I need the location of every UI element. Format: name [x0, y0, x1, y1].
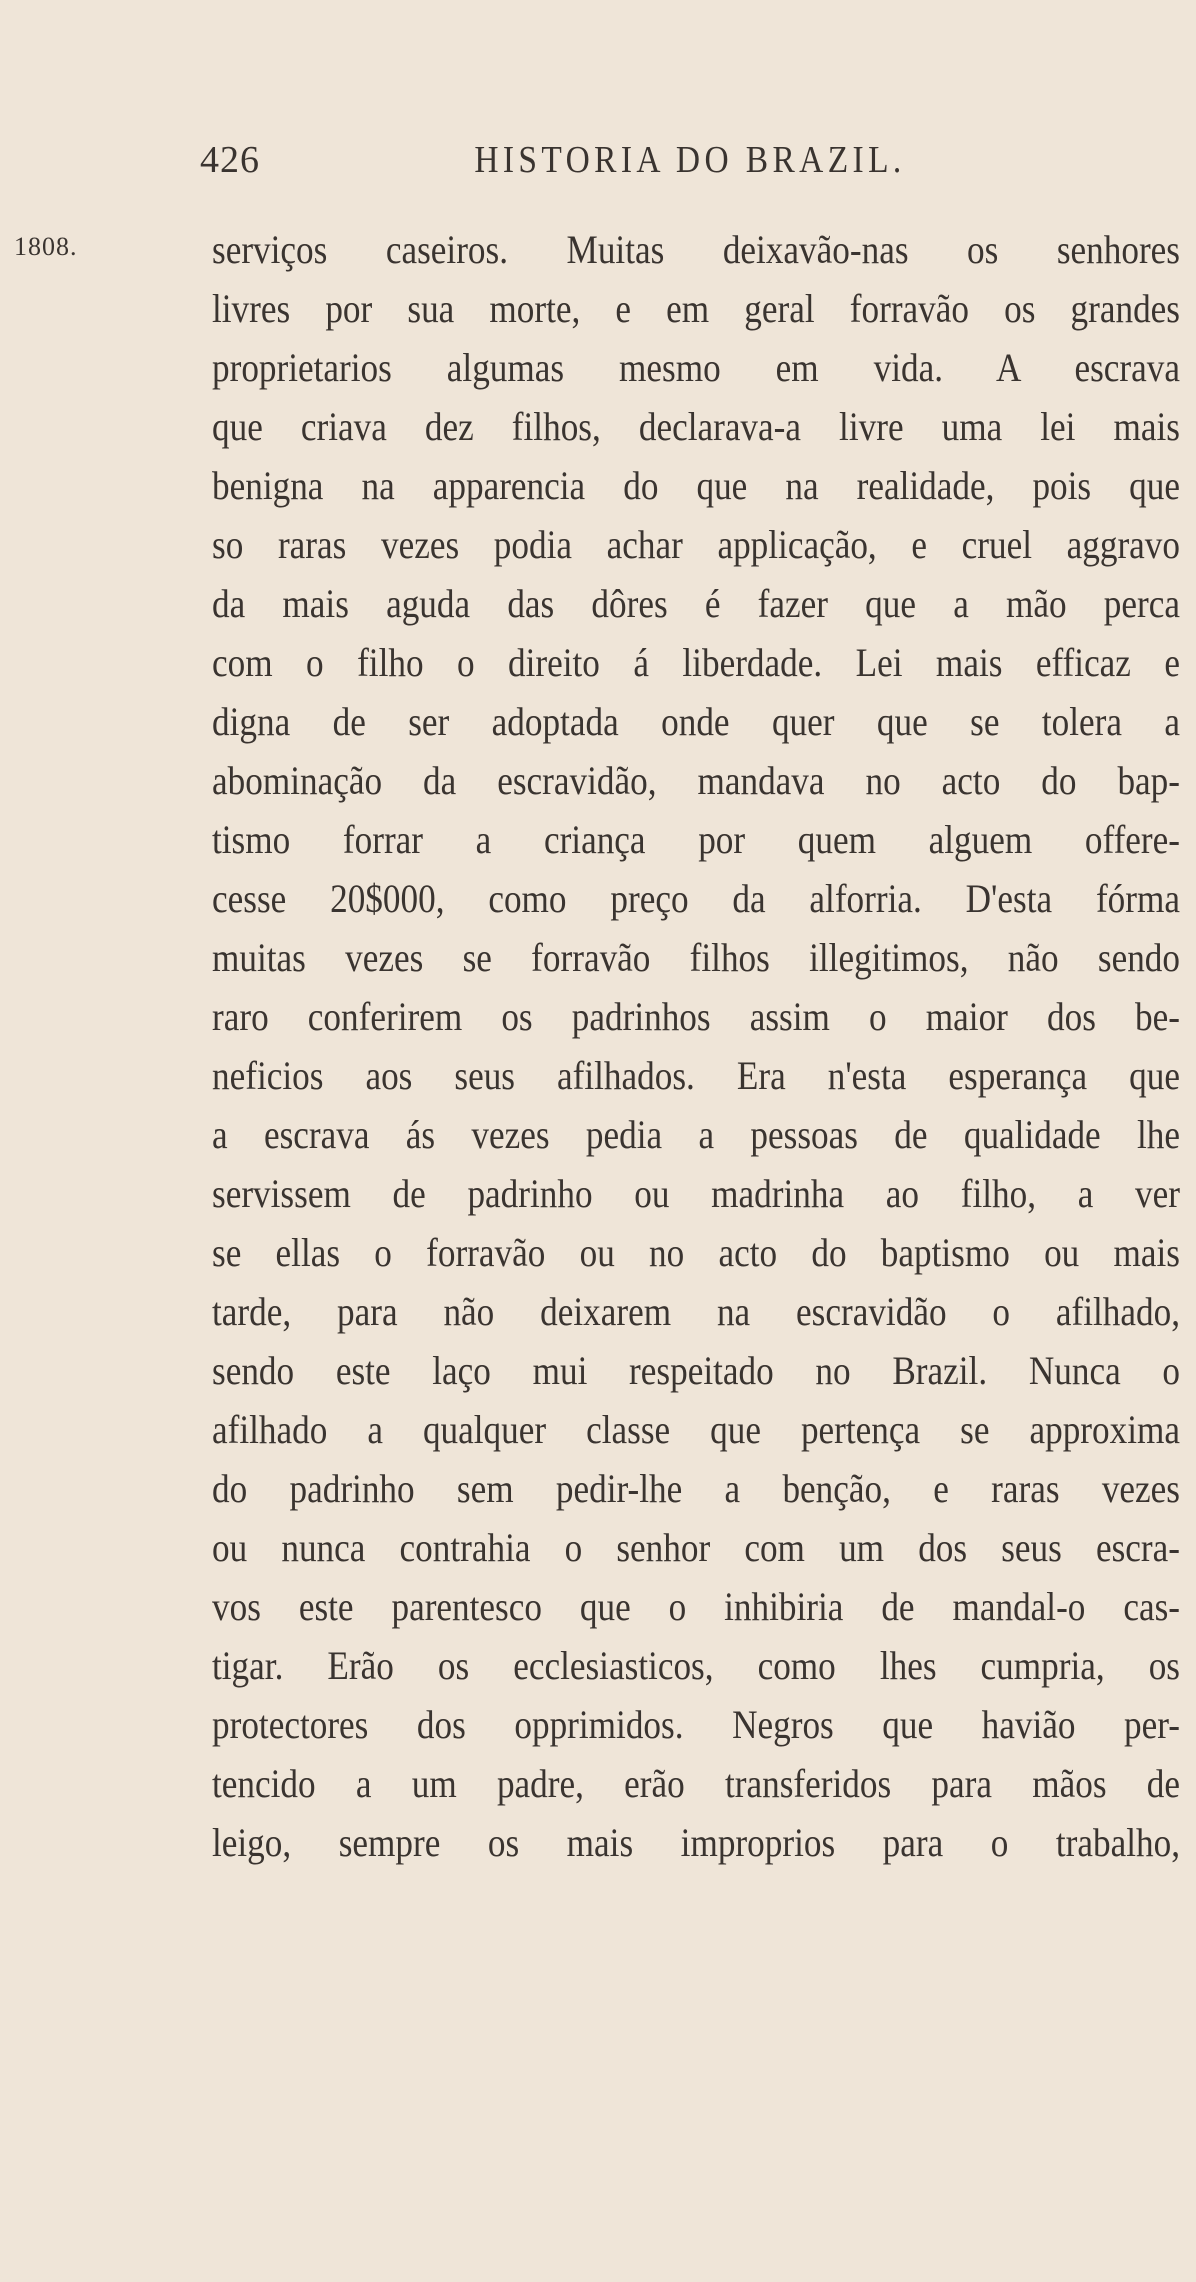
text-line: da mais aguda das dôres é fazer que a mão perca	[212, 581, 1180, 626]
text-line: com o filho o direito á liberdade. Lei mais efficaz e	[212, 640, 1180, 685]
body-text	[212, 220, 1192, 1872]
text-line: tencido a um padre, erão transferidos para mãos de	[212, 1761, 1180, 1806]
text-line: do padrinho sem pedir-lhe a benção, e raras vezes	[212, 1466, 1180, 1511]
page-header	[200, 138, 1180, 198]
text-line: cesse 20$000, como preço da alforria. D'esta fórma	[212, 876, 1180, 921]
text-line: se ellas o forravão ou no acto do baptismo ou mais	[212, 1230, 1180, 1275]
text-line: afilhado a qualquer classe que pertença se approxima	[212, 1407, 1180, 1452]
text-line: digna de ser adoptada onde quer que se tolera a	[212, 699, 1180, 744]
text-line: protectores dos opprimidos. Negros que havião per-	[212, 1702, 1180, 1747]
text-line: a escrava ás vezes pedia a pessoas de qualidade lhe	[212, 1112, 1180, 1157]
text-line: abominação da escravidão, mandava no acto do bap-	[212, 758, 1180, 803]
text-line: benigna na apparencia do que na realidade, pois que	[212, 463, 1180, 508]
text-line: que criava dez filhos, declarava-a livre uma lei mais	[212, 404, 1180, 449]
text-line: neficios aos seus afilhados. Era n'esta esperança que	[212, 1053, 1180, 1098]
text-line: livres por sua morte, e em geral forravão os grandes	[212, 286, 1180, 331]
text-line: ou nunca contrahia o senhor com um dos seus escra-	[212, 1525, 1180, 1570]
text-line: tarde, para não deixarem na escravidão o afilhado,	[212, 1289, 1180, 1334]
text-line: serviços caseiros. Muitas deixavão-nas os senhores	[212, 227, 1180, 272]
running-title: HISTORIA DO BRAZIL.	[474, 139, 906, 181]
text-line: muitas vezes se forravão filhos illegitimos, não sendo	[212, 935, 1180, 980]
text-line: servissem de padrinho ou madrinha ao filho, a ver	[212, 1171, 1180, 1216]
text-line: tismo forrar a criança por quem alguem offere-	[212, 817, 1180, 862]
page-number: 426	[200, 139, 260, 181]
text-line: raro conferirem os padrinhos assim o maior dos be-	[212, 994, 1180, 1039]
text-line: leigo, sempre os mais improprios para o trabalho,	[212, 1820, 1180, 1865]
text-line: so raras vezes podia achar applicação, e cruel aggravo	[212, 522, 1180, 567]
text-line: vos este parentesco que o inhibiria de mandal-o cas-	[212, 1584, 1180, 1629]
text-line: proprietarios algumas mesmo em vida. A escrava	[212, 345, 1180, 390]
text-line: tigar. Erão os ecclesiasticos, como lhes cumpria, os	[212, 1643, 1180, 1688]
margin-year: 1808.	[14, 232, 78, 261]
text-line: sendo este laço mui respeitado no Brazil. Nunca o	[212, 1348, 1180, 1393]
